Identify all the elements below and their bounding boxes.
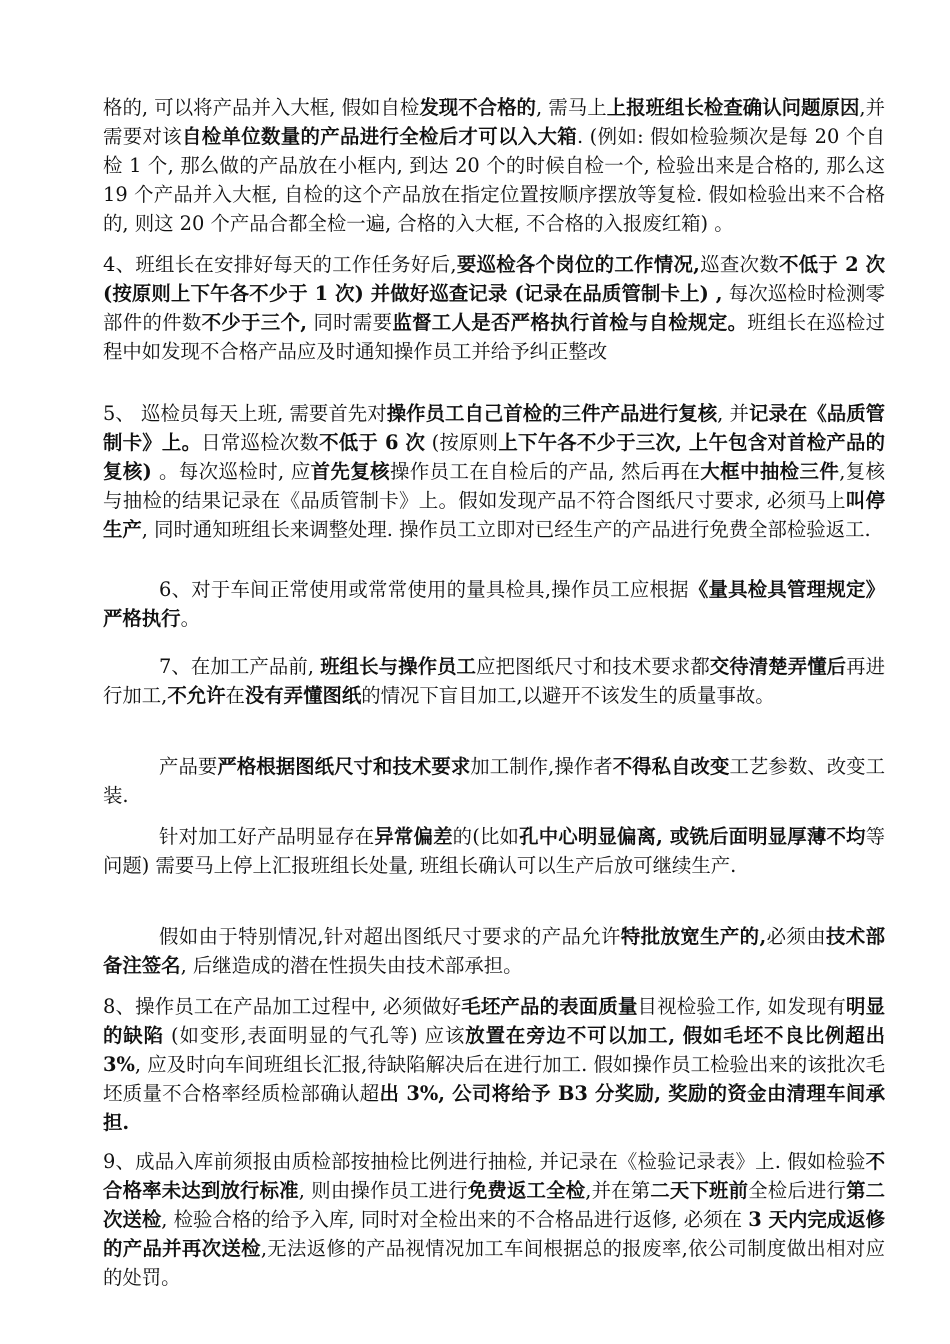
paragraph-item-9	[103, 1147, 885, 1292]
bold-text: 班组长与操作员工	[320, 655, 477, 678]
bold-text: 记录在《品质管制卡》上。	[103, 402, 886, 454]
bold-text: 监督工人是否严格执行首检与自检规定。	[392, 311, 748, 334]
bold-text: 《量具检具管理规定》严格执行	[103, 578, 886, 630]
text-run: 每次巡检时检测零部件的件数	[103, 282, 885, 334]
paragraph-item-5	[103, 399, 885, 544]
text-run: , 检验合格的给予入库, 同时对全检出来的不合格品进行返修, 必须在	[161, 1208, 749, 1231]
bold-text: 不合格率未达到放行标准	[103, 1150, 885, 1202]
bold-text: 3 天内完成返修的产品并再次送检	[103, 1208, 886, 1260]
bold-text: 放置在旁边不可以加工, 假如毛坯不良比例超出 3%	[103, 1024, 885, 1076]
text-run: 6、对于车间正常使用或常常使用的量具检具,操作员工应根据	[159, 578, 689, 601]
text-run: 同时需要	[306, 311, 393, 334]
bold-text: 自检单位数量的产品进行全检后才可以入大箱	[182, 125, 577, 148]
text-run: 产品要	[159, 755, 218, 778]
bold-text: 发现不合格的	[419, 96, 536, 119]
text-run: , 需马上	[535, 96, 607, 119]
paragraph-special-approval	[103, 922, 885, 980]
text-run: , 后继造成的潜在性损失由技术部承担。	[180, 954, 523, 977]
text-run: 班组长在巡检过程中如发现不合格产品应及时通知操作员工并给予纠正整改	[103, 311, 886, 363]
bold-text: 叫停生产	[103, 489, 886, 541]
text-run: , 应及时向车间班组长汇报,待缺陷解决后在进行加工. 假如操作员工检验出来的该批次毛坯质量不合格率经质检部确认超	[103, 1053, 885, 1105]
text-run: 格的, 可以将产品并入大框, 假如自检	[103, 96, 420, 119]
text-run: 操作员工在自检后的产品, 然后再在	[390, 460, 701, 483]
bold-text: 不得私自改变	[612, 755, 730, 778]
text-run: 的(比如	[452, 825, 520, 848]
text-run: , 同时通知班组长来调整处理. 操作员工立即对已经生产的产品进行免费全部检验返工.	[141, 518, 871, 541]
bold-text: 出 3%, 公司将给予 B3 分奖励, 奖励的资金由清理车间承担.	[103, 1082, 885, 1134]
bold-text: 不允许	[167, 684, 226, 707]
text-run: 。每次巡检时, 应	[159, 460, 311, 483]
bold-text: 异常偏差	[374, 825, 453, 848]
text-run: 4、班组长在安排好每天的工作任务好后,	[103, 253, 457, 276]
text-run: , 并	[717, 402, 749, 425]
paragraph-strict-drawing	[103, 752, 885, 810]
text-run: , 则由操作员工进行	[298, 1179, 468, 1202]
text-run: 应把图纸尺寸和技术要求都	[476, 655, 710, 678]
bold-text: 毛坯产品的表面质量	[461, 995, 638, 1018]
text-run: 再进行加工,	[103, 655, 886, 707]
text-run: 日常巡检次数	[201, 431, 320, 454]
text-run: 目视检验工作, 如发现有	[637, 995, 847, 1018]
text-run: ,并在第	[585, 1179, 651, 1202]
text-run: 假如由于特别情况,针对超出图纸尺寸要求的产品允许	[159, 925, 621, 948]
text-run: ,无法返修的产品视情况加工车间根据总的报废率,依公司制度做出相对应的处罚。	[103, 1237, 885, 1289]
bold-text: 孔中心明显偏离, 或铣后面明显厚薄不均	[519, 825, 866, 848]
text-run: 全检后进行	[748, 1179, 847, 1202]
bold-text: 免费返工全检	[467, 1179, 586, 1202]
bold-text: 首先复核	[310, 460, 391, 483]
paragraph-abnormal-deviation	[103, 822, 885, 880]
text-run: 8、操作员工在产品加工过程中, 必须做好	[103, 995, 462, 1018]
bold-text: 第二次送检	[103, 1179, 886, 1231]
bold-text: 要巡检各个岗位的工作情况,	[456, 253, 700, 276]
paragraph-item-7	[103, 652, 885, 710]
bold-text: 上报班组长检查确认问题原因	[606, 96, 860, 119]
bold-text: 没有弄懂图纸	[244, 684, 362, 707]
text-run: ,并需要对该	[103, 96, 886, 148]
paragraph-continuation	[103, 93, 885, 238]
bold-text: 大框中抽检三件	[700, 460, 840, 483]
bold-text: 二天下班前	[650, 1179, 749, 1202]
paragraph-item-4	[103, 250, 885, 366]
bold-text: 交待清楚弄懂后	[709, 655, 847, 678]
bold-text: 操作员工自己首检的三件产品进行复核	[386, 402, 718, 425]
bold-text: 特批放宽生产的,	[620, 925, 767, 948]
paragraph-item-6	[103, 575, 885, 633]
text-run: 。	[180, 607, 200, 630]
text-run: 工艺参数、改变工装.	[103, 755, 886, 807]
text-run: . (例如: 假如检验频次是每 20 个自检 1 个, 那么做的产品放在小框内, 到达 20 个的时候自检一个, 检验出来是合格的, 那么这 19 个产品并入大框, 自检的这个产品放在指定位置按顺序摆放等复检. 假如检验出来不合格的, 则这 20 个产品合都全检一遍, 合格的入大框, 不合格的入报废红箱) 。	[103, 125, 885, 235]
text-run: 等问题) 需要马上停上汇报班组长处量, 班组长确认可以生产后放可继续生产.	[103, 825, 886, 877]
bold-text: 严格根据图纸尺寸和技术要求	[217, 755, 471, 778]
bold-text: 不低于 6 次	[319, 431, 426, 454]
bold-text: 不低于 2 次(按原则上下午各不少于 1 次) 并做好巡查记录 (记录在品质管制卡上) ,	[103, 253, 886, 305]
text-run: 必须由	[766, 925, 827, 948]
text-run: 针对加工好产品明显存在	[159, 825, 375, 848]
text-run: 加工制作,操作者	[470, 755, 613, 778]
text-run: 在	[225, 684, 245, 707]
text-run: 5、 巡检员每天上班, 需要首先对	[103, 402, 387, 425]
text-run: 9、成品入库前须报由质检部按抽检比例进行抽检, 并记录在《检验记录表》上. 假如检验	[103, 1150, 866, 1173]
paragraph-item-8	[103, 992, 885, 1137]
text-run: 7、在加工产品前,	[159, 655, 321, 678]
text-run: 巡查次数	[699, 253, 779, 276]
bold-text: 明显的缺陷	[103, 995, 886, 1047]
text-run: (如变形,表面明显的气孔等) 应该	[163, 1024, 466, 1047]
text-run: 的情况下盲目加工,以避开不该发生的质量事故。	[361, 684, 775, 707]
bold-text: 技术部备注签名	[103, 925, 885, 977]
bold-text: 不少于三个,	[201, 311, 307, 334]
text-run: ,复核与抽检的结果记录在《品质管制卡》上。假如发现产品不符合图纸尺寸要求, 必须马上	[103, 460, 886, 512]
bold-text: 上下午各不少于三次, 上午包含对首检产品的复核)	[103, 431, 886, 483]
text-run: (按原则	[425, 431, 499, 454]
